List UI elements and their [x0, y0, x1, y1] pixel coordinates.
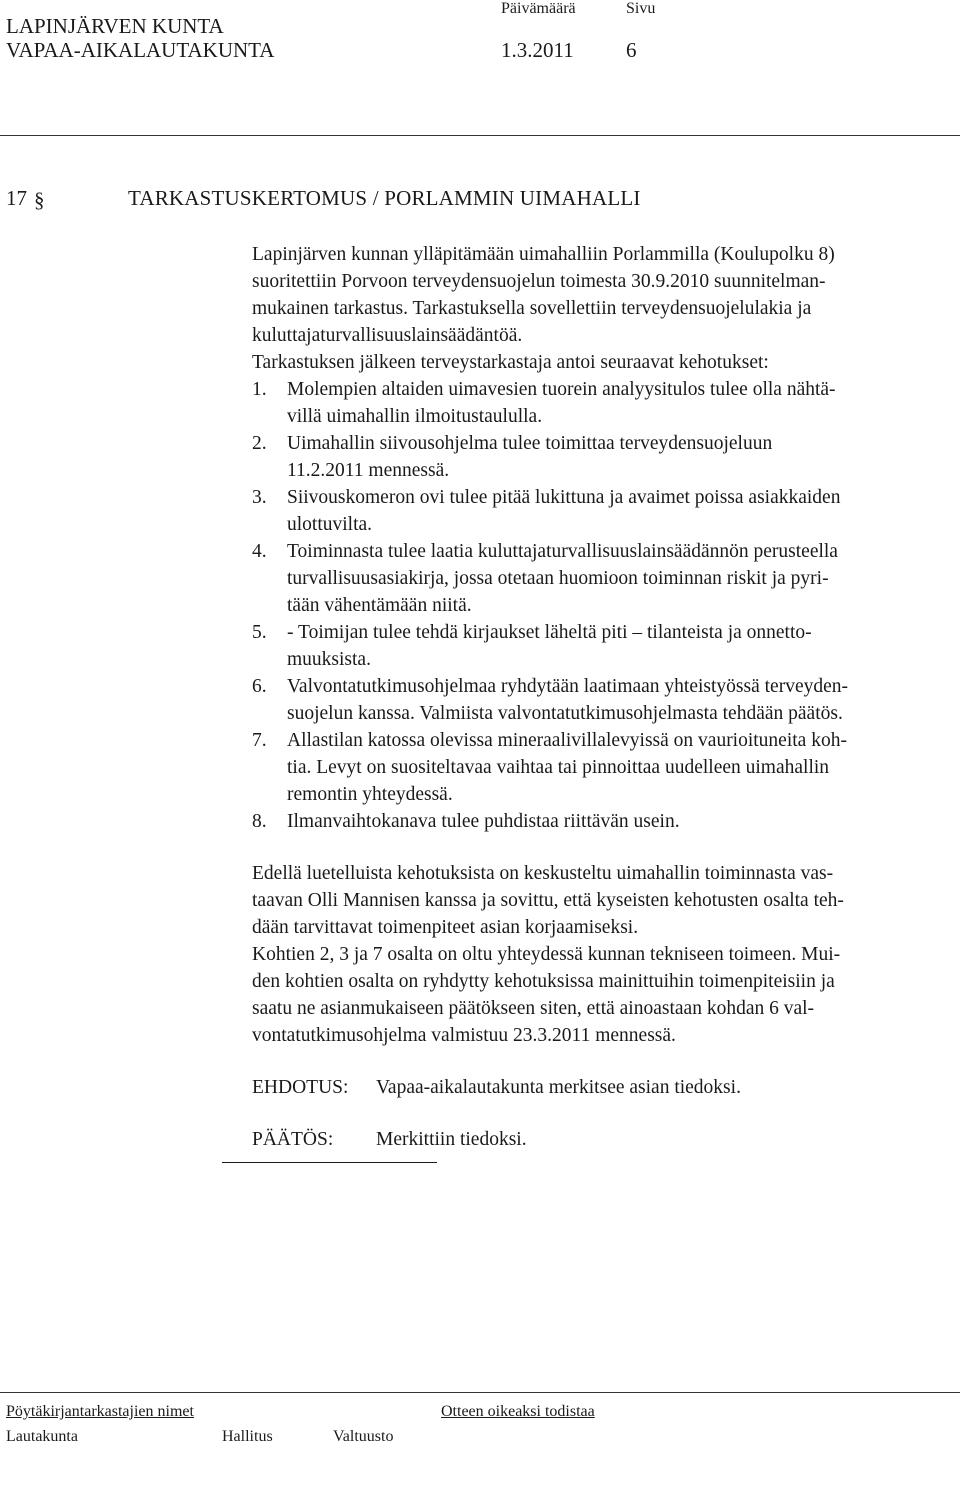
footer-checkers-label: Pöytäkirjantarkastajien nimet [6, 1403, 194, 1420]
section-number: 17 [6, 186, 27, 210]
list-item-line: remontin yhteydessä. [287, 784, 453, 805]
list-item-number: 6. [252, 676, 267, 697]
list-item-line: muuksista. [287, 649, 371, 670]
footer-certified-label: Otteen oikeaksi todistaa [441, 1403, 595, 1420]
discussion-line: den kohtien osalta on ryhdytty kehotuksissa mainittuihin toimenpiteisiin ja [252, 971, 835, 992]
date-label: Päivämäärä [501, 0, 576, 17]
list-item-line: Allastilan katossa olevissa mineraalivillalevyissä on vaurioituneita koh- [287, 730, 847, 751]
list-item-number: 3. [252, 487, 267, 508]
section-sign-icon [34, 186, 46, 216]
list-item-line: tia. Levyt on suositeltavaa vaihtaa tai pinnoittaa uudelleen uimahallin [287, 757, 830, 778]
decision-label: PÄÄTÖS: [252, 1129, 334, 1150]
list-item-line: tään vähentämään niitä. [287, 595, 472, 616]
intro-line: suoritettiin Porvoon terveydensuojelun toimesta 30.9.2010 suunnitelman- [252, 271, 826, 292]
list-item-line: ulottuvilta. [287, 514, 373, 535]
board-name: VAPAA-AIKALAUTAKUNTA [6, 38, 275, 62]
list-item-line: Toiminnasta tulee laatia kuluttajaturvallisuuslainsäädännön perusteella [287, 541, 838, 562]
header-divider [0, 135, 960, 136]
document-date: 1.3.2011 [501, 38, 574, 62]
page-number: 6 [626, 38, 637, 62]
intro-line: mukainen tarkastus. Tarkastuksella sovellettiin terveydensuojelulakia ja [252, 298, 812, 319]
discussion-line: saatu ne asianmukaiseen päätökseen siten, että ainoastaan kohdan 6 val- [252, 998, 815, 1019]
list-item-line: turvallisuusasiakirja, jossa otetaan huomioon toiminnan riskit ja pyri- [287, 568, 829, 589]
list-item-number: 8. [252, 811, 267, 832]
list-item-number: 4. [252, 541, 267, 562]
footer-body-valtuusto: Valtuusto [333, 1428, 394, 1445]
proposal-text: Vapaa-aikalautakunta merkitsee asian tiedoksi. [376, 1077, 741, 1098]
list-item-line: Siivouskomeron ovi tulee pitää lukittuna ja avaimet poissa asiakkaiden [287, 487, 841, 508]
list-item-line: Ilmanvaihtokanava tulee puhdistaa riittävän usein. [287, 811, 680, 832]
section-title: TARKASTUSKERTOMUS / PORLAMMIN UIMAHALLI [128, 186, 641, 210]
discussion-line: Kohtien 2, 3 ja 7 osalta on oltu yhteydessä kunnan tekniseen toimeen. Mui- [252, 944, 841, 965]
page-label: Sivu [626, 0, 656, 17]
list-item-line: suojelun kanssa. Valmiista valvontatutkimusohjelmasta tehdään päätös. [287, 703, 843, 724]
footer-body-lautakunta: Lautakunta [6, 1428, 78, 1445]
discussion-line: taavan Olli Mannisen kanssa ja sovittu, että kyseisten kehotusten osalta teh- [252, 890, 844, 911]
footer-body-hallitus: Hallitus [222, 1428, 273, 1445]
list-item-number: 7. [252, 730, 267, 751]
discussion-line: vontatutkimusohjelma valmistuu 23.3.2011 mennessä. [252, 1025, 676, 1046]
signature-line [222, 1162, 437, 1163]
list-item-number: 1. [252, 379, 267, 400]
decision-text: Merkittiin tiedoksi. [376, 1129, 527, 1150]
list-item-line: 11.2.2011 mennessä. [287, 460, 450, 481]
svg-text:§: § [34, 188, 45, 212]
intro-line: Tarkastuksen jälkeen terveystarkastaja antoi seuraavat kehotukset: [252, 352, 769, 373]
organization-name: LAPINJÄRVEN KUNTA [6, 14, 224, 38]
footer-divider [0, 1392, 960, 1393]
discussion-line: dään tarvittavat toimenpiteet asian korjaamiseksi. [252, 917, 639, 938]
discussion-line: Edellä luetelluista kehotuksista on keskusteltu uimahallin toiminnasta vas- [252, 863, 834, 884]
list-item-number: 5. [252, 622, 267, 643]
list-item-line: villä uimahallin ilmoitustaululla. [287, 406, 543, 427]
list-item-line: Uimahallin siivousohjelma tulee toimittaa terveydensuojeluun [287, 433, 773, 454]
list-item-number: 2. [252, 433, 267, 454]
intro-line: Lapinjärven kunnan ylläpitämään uimahalliin Porlammilla (Koulupolku 8) [252, 244, 835, 265]
list-item-line: Molempien altaiden uimavesien tuorein analyysitulos tulee olla nähtä- [287, 379, 836, 400]
list-item-line: - Toimijan tulee tehdä kirjaukset läheltä piti – tilanteista ja onnetto- [287, 622, 812, 643]
intro-line: kuluttajaturvallisuuslainsäädäntöä. [252, 325, 523, 346]
list-item-line: Valvontatutkimusohjelmaa ryhdytään laatimaan yhteistyössä terveyden- [287, 676, 849, 697]
proposal-label: EHDOTUS: [252, 1077, 349, 1098]
